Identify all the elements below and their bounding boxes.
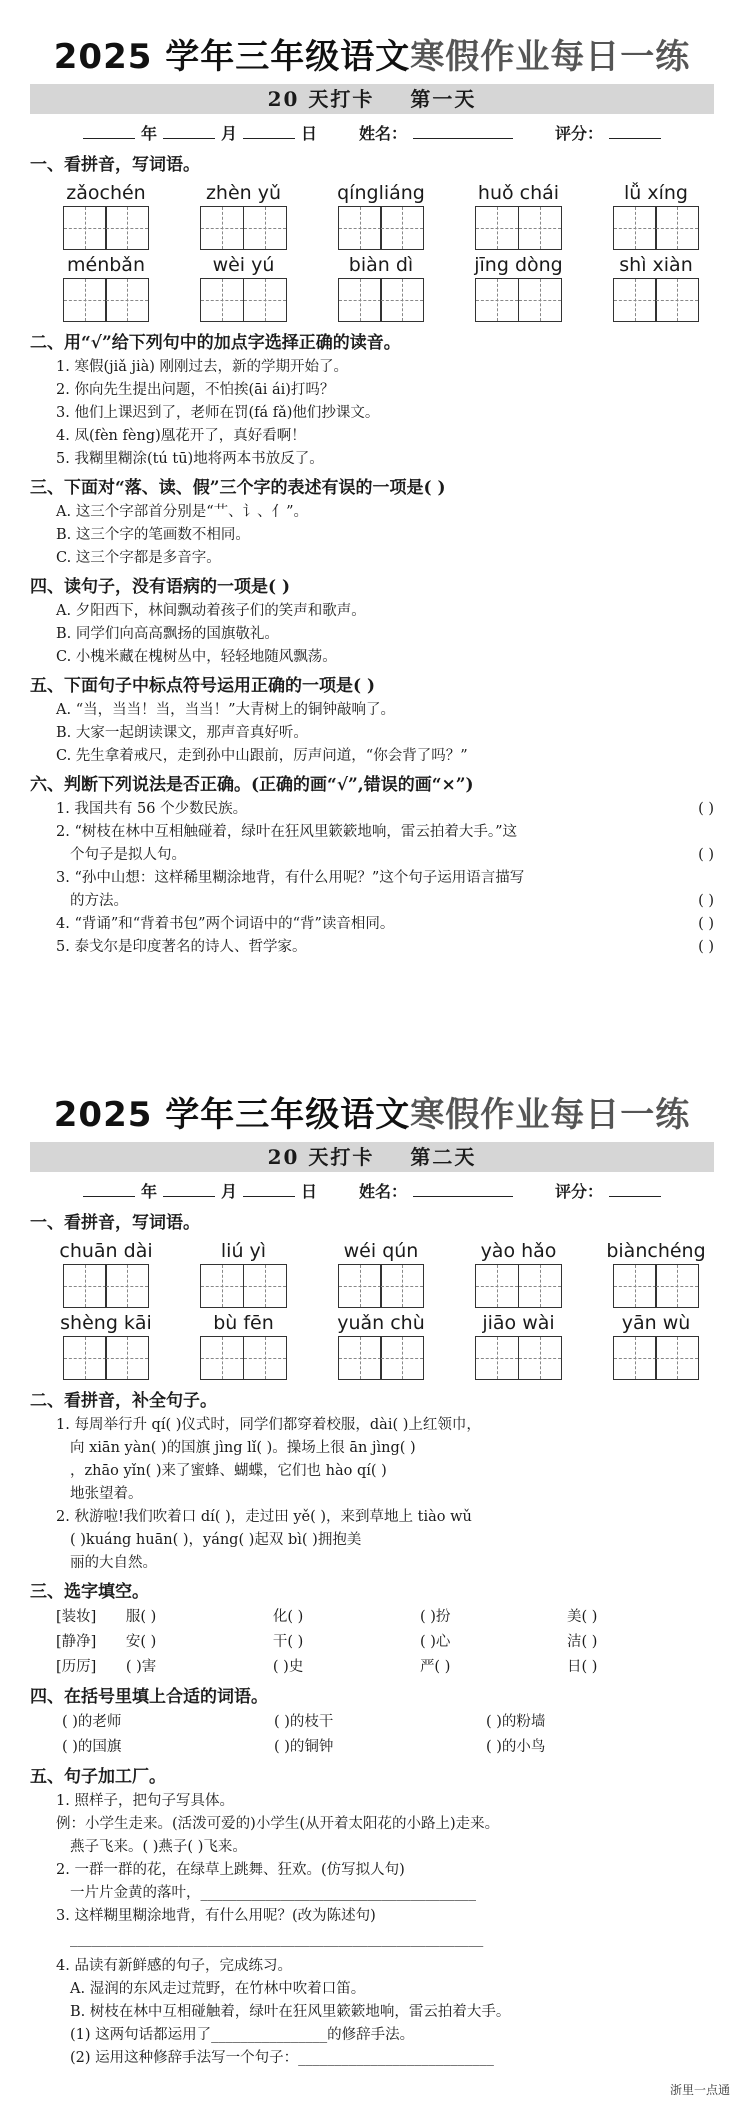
option-item: C. 这三个字都是多音字。 — [56, 550, 221, 566]
title-main: 2025 学年三年级语文 — [53, 37, 411, 77]
judge-item — [56, 867, 714, 890]
tianzi-box[interactable] — [475, 1264, 519, 1308]
tianzi-box[interactable] — [200, 1264, 244, 1308]
pinyin-item — [186, 1310, 302, 1380]
fill-line: 2. 秋游啦!我们吹着口 dí( )，走过田 yě( )，来到草地上 tiào wǔ — [56, 1509, 472, 1525]
option-item: A. “当，当当！当，当当！”大青树上的铜钟敲响了。 — [56, 702, 396, 718]
tianzi-box[interactable] — [655, 206, 699, 250]
pinyin-text: huǒ chái — [477, 182, 560, 204]
pinyin-item — [186, 252, 302, 322]
judge-item — [56, 936, 714, 959]
task-line: B. 树枝在林中互相碰触着，绿叶在狂风里簌簌地响，雷云拍着大手。 — [70, 2004, 511, 2020]
pinyin-item — [186, 1238, 302, 1308]
tianzi-box[interactable] — [105, 1264, 149, 1308]
pinyin-item — [323, 180, 439, 250]
judge-text: 个句子是拟人句。 — [70, 847, 186, 863]
pinyin-text: shèng kāi — [60, 1312, 152, 1334]
judge-text: 4. “背诵”和“背着书包”两个词语中的“背”读音相同。 — [56, 916, 395, 932]
day-label: 日 — [300, 124, 317, 143]
section-4-heading: 四、读句子，没有语病的一项是( ) — [30, 577, 291, 597]
pinyin-text: jiāo wài — [482, 1312, 555, 1334]
fill-cell: ( )心 — [419, 1634, 451, 1650]
task-line: 4. 品读有新鲜感的句子，完成练习。 — [56, 1958, 292, 1974]
char-pair-label: [历厉] — [56, 1659, 97, 1675]
pinyin-text: liú yì — [220, 1240, 267, 1262]
tianzi-box[interactable] — [613, 1264, 657, 1308]
tianzi-box[interactable] — [518, 1264, 562, 1308]
tianzi-box[interactable] — [243, 206, 287, 250]
worksheet-day-2 — [30, 1088, 714, 2070]
tianzi-boxes — [200, 1264, 287, 1308]
tianzi-box[interactable] — [518, 278, 562, 322]
pinyin-text: lǚ xíng — [624, 182, 688, 204]
tianzi-box[interactable] — [338, 1264, 382, 1308]
section-5-heading: 五、句子加工厂。 — [30, 1767, 166, 1787]
question-item: 2. 你向先生提出问题，不怕挨(āi ái)打吗？ — [56, 382, 335, 398]
pinyin-item — [461, 1238, 577, 1308]
tianzi-boxes — [613, 1264, 700, 1308]
tianzi-box[interactable] — [655, 278, 699, 322]
pinyin-row — [48, 1310, 714, 1380]
pinyin-text: bù fēn — [213, 1312, 274, 1334]
fill-cell: 干( ) — [272, 1634, 304, 1650]
fill-line: ，zhāo yǐn( )来了蜜蜂、蝴蝶，它们也 hào qí( ) — [70, 1463, 387, 1479]
judge-text: 5. 泰戈尔是印度著名的诗人、哲学家。 — [56, 939, 307, 955]
pinyin-text: yào hǎo — [480, 1240, 557, 1262]
option-item: A. 这三个字部首分别是“艹、讠、亻”。 — [56, 504, 309, 520]
question-item: 5. 我糊里糊涂(tú tū)地将两本书放反了。 — [56, 451, 324, 467]
tianzi-box[interactable] — [655, 1336, 699, 1380]
judge-item — [70, 890, 714, 913]
pinyin-text: ménbǎn — [67, 254, 145, 276]
banner-day: 第二天 — [410, 1145, 477, 1169]
tianzi-boxes — [475, 1336, 562, 1380]
word-blank: ( )的粉墙 — [486, 1714, 546, 1730]
answer-paren: ( ) — [698, 939, 714, 955]
fill-cell: 美( ) — [566, 1609, 598, 1625]
banner-day: 第一天 — [410, 87, 477, 111]
task-line: (2) 运用这种修辞手法写一个句子：___________________________ — [70, 2050, 494, 2066]
judge-text: 的方法。 — [70, 893, 128, 909]
option-item: C. 先生拿着戒尺，走到孙中山跟前，厉声问道，“你会背了吗？” — [56, 748, 468, 764]
option-item: B. 同学们向高高飘扬的国旗敬礼。 — [56, 626, 279, 642]
tianzi-box[interactable] — [475, 1336, 519, 1380]
tianzi-box[interactable] — [63, 1336, 107, 1380]
year-label: 年 — [140, 124, 157, 143]
section-1-heading: 一、看拼音，写词语。 — [30, 155, 200, 175]
tianzi-boxes — [200, 1336, 287, 1380]
tianzi-boxes — [613, 1336, 700, 1380]
tianzi-boxes — [200, 278, 287, 322]
pinyin-item — [323, 1310, 439, 1380]
fill-cell: 日( ) — [566, 1659, 598, 1675]
fill-cell: ( )害 — [125, 1659, 157, 1675]
pinyin-item — [48, 252, 164, 322]
fill-line: 丽的大自然。 — [70, 1555, 157, 1571]
judge-text: 3. “孙中山想：这样稀里糊涂地背，有什么用呢？”这个句子运用语言描写 — [56, 870, 525, 886]
day-label: 日 — [300, 1182, 317, 1201]
tianzi-box[interactable] — [63, 278, 107, 322]
pinyin-item — [48, 1310, 164, 1380]
tianzi-boxes — [200, 206, 287, 250]
worksheet-title — [30, 1088, 714, 1136]
tianzi-box[interactable] — [518, 1336, 562, 1380]
tianzi-box[interactable] — [243, 1264, 287, 1308]
pinyin-text: yān wù — [621, 1312, 691, 1334]
section-6-heading: 六、判断下列说法是否正确。(正确的画“√”,错误的画“×”) — [30, 775, 474, 795]
fill-line: 地张望着。 — [70, 1486, 143, 1502]
fill-line: 向 xiān yàn( )的国旗 jìng lǐ( )。操场上很 ān jìng( ) — [70, 1440, 416, 1456]
pinyin-text: biàn dì — [348, 254, 414, 276]
section-2-heading: 二、看拼音，补全句子。 — [30, 1391, 217, 1411]
pinyin-text: wèi yú — [212, 254, 275, 276]
pinyin-item — [48, 180, 164, 250]
tianzi-box[interactable] — [338, 1336, 382, 1380]
answer-paren: ( ) — [698, 916, 714, 932]
task-line: 例：小学生走来。(活泼可爱的)小学生(从开着太阳花的小路上)走来。 — [56, 1816, 500, 1832]
word-blank: ( )的枝干 — [274, 1714, 334, 1730]
fill-cell: 安( ) — [125, 1634, 157, 1650]
pinyin-item — [598, 1238, 714, 1308]
section-5-heading: 五、下面句子中标点符号运用正确的一项是( ) — [30, 676, 376, 696]
tianzi-box[interactable] — [380, 278, 424, 322]
pinyin-text: jīng dòng — [474, 254, 563, 276]
fill-cell: ( )扮 — [419, 1609, 451, 1625]
pinyin-item — [598, 180, 714, 250]
question-item: 3. 他们上课迟到了，老师在罚(fá fǎ)他们抄课文。 — [56, 405, 380, 421]
word-blank: ( )的铜钟 — [274, 1739, 334, 1755]
pinyin-text: zǎochén — [66, 182, 146, 204]
tianzi-box[interactable] — [475, 278, 519, 322]
word-blank: ( )的小鸟 — [486, 1739, 546, 1755]
pinyin-text: zhèn yǔ — [205, 182, 282, 204]
section-3-heading: 三、下面对“落、读、假”三个字的表述有误的一项是( ) — [30, 478, 446, 498]
answer-paren: ( ) — [698, 801, 714, 817]
judge-item — [56, 913, 714, 936]
word-fill-row — [62, 1735, 714, 1760]
question-item: 1. 寒假(jiǎ jià) 刚刚过去，新的学期开始了。 — [56, 359, 349, 375]
tianzi-box[interactable] — [613, 278, 657, 322]
pinyin-item — [461, 1310, 577, 1380]
option-item: B. 大家一起朗读课文，那声音真好听。 — [56, 725, 308, 741]
fill-cell: 严( ) — [419, 1659, 451, 1675]
tianzi-boxes — [338, 278, 425, 322]
tianzi-box[interactable] — [243, 1336, 287, 1380]
tianzi-boxes — [63, 1264, 150, 1308]
pinyin-item — [598, 252, 714, 322]
score-label: 评分： — [555, 124, 604, 143]
tianzi-box[interactable] — [105, 278, 149, 322]
tianzi-boxes — [63, 278, 150, 322]
tianzi-box[interactable] — [200, 1336, 244, 1380]
section-2-heading: 二、用“√”给下列句中的加点字选择正确的读音。 — [30, 333, 401, 353]
tianzi-box[interactable] — [200, 278, 244, 322]
judge-text: 2. “树枝在林中互相触碰着，绿叶在狂风里簌簌地响，雷云拍着大手。”这 — [56, 824, 518, 840]
tianzi-box[interactable] — [338, 206, 382, 250]
tianzi-boxes — [338, 1264, 425, 1308]
tianzi-box[interactable] — [200, 206, 244, 250]
char-choice-row — [56, 1630, 714, 1655]
pinyin-item — [598, 1310, 714, 1380]
tianzi-box[interactable] — [475, 206, 519, 250]
tianzi-box[interactable] — [380, 1336, 424, 1380]
task-line: 燕子飞来。( )燕子( )飞来。 — [70, 1839, 247, 1855]
tianzi-boxes — [475, 1264, 562, 1308]
word-fill-row — [62, 1710, 714, 1735]
banner-checkin: 20 天打卡 — [267, 87, 375, 111]
fill-cell: ( )史 — [272, 1659, 304, 1675]
char-choice-row — [56, 1605, 714, 1630]
task-line: 1. 照样子，把句子写具体。 — [56, 1793, 234, 1809]
fill-cell: 服( ) — [125, 1609, 157, 1625]
fill-line: ( )kuáng huān( )，yáng( )起双 bì( )拥抱美 — [70, 1532, 362, 1548]
judge-item — [56, 821, 714, 844]
judge-text: 1. 我国共有 56 个少数民族。 — [56, 801, 248, 817]
tianzi-box[interactable] — [338, 278, 382, 322]
name-label: 姓名： — [359, 124, 408, 143]
pinyin-row — [48, 180, 714, 250]
section-4-heading: 四、在括号里填上合适的词语。 — [30, 1687, 268, 1707]
question-item: 4. 凤(fèn fèng)凰花开了，真好看啊！ — [56, 428, 306, 444]
pinyin-text: yuǎn chù — [337, 1312, 425, 1334]
task-line: 一片片金黄的落叶，______________________________________ — [70, 1885, 476, 1901]
month-label: 月 — [220, 124, 237, 143]
tianzi-box[interactable] — [380, 1264, 424, 1308]
tianzi-box[interactable] — [655, 1264, 699, 1308]
task-line: 3. 这样糊里糊涂地背，有什么用呢？(改为陈述句) — [56, 1908, 376, 1924]
tianzi-boxes — [475, 206, 562, 250]
tianzi-box[interactable] — [380, 206, 424, 250]
pinyin-item — [48, 1238, 164, 1308]
task-line: 2. 一群一群的花，在绿草上跳舞、狂欢。(仿写拟人句) — [56, 1862, 405, 1878]
tianzi-box[interactable] — [518, 206, 562, 250]
tianzi-boxes — [613, 278, 700, 322]
pinyin-row — [48, 252, 714, 322]
tianzi-box[interactable] — [613, 1336, 657, 1380]
option-item: C. 小槐米藏在槐树丛中，轻轻地随风飘荡。 — [56, 649, 337, 665]
tianzi-boxes — [63, 206, 150, 250]
tianzi-box[interactable] — [105, 1336, 149, 1380]
section-1-heading: 一、看拼音，写词语。 — [30, 1213, 200, 1233]
task-line: A. 湿润的东风走过荒野，在竹林中吹着口笛。 — [70, 1981, 366, 1997]
fill-line: 1. 每周举行升 qí( )仪式时，同学们都穿着校服，dài( )上红领巾， — [56, 1417, 481, 1433]
char-pair-label: [静净] — [56, 1634, 97, 1650]
judge-item — [56, 798, 714, 821]
title-main: 2025 学年三年级语文 — [53, 1095, 411, 1135]
tianzi-box[interactable] — [63, 1264, 107, 1308]
worksheet-day-1 — [30, 30, 714, 959]
banner-checkin: 20 天打卡 — [267, 1145, 375, 1169]
option-item: B. 这三个字的笔画数不相同。 — [56, 527, 250, 543]
task-line: _________________________________________________________ — [70, 1931, 484, 1947]
watermark: 浙里一点通 — [669, 2083, 730, 2097]
name-label: 姓名： — [359, 1182, 408, 1201]
day-banner — [30, 1142, 714, 1172]
char-pair-label: [装妆] — [56, 1609, 97, 1625]
year-label: 年 — [140, 1182, 157, 1201]
pinyin-item — [323, 252, 439, 322]
answer-paren: ( ) — [698, 847, 714, 863]
pinyin-text: chuān dài — [59, 1240, 153, 1262]
date-name-line — [30, 120, 714, 148]
title-sub: 寒假作业每日一练 — [410, 37, 691, 77]
title-sub: 寒假作业每日一练 — [410, 1095, 691, 1135]
tianzi-box[interactable] — [63, 206, 107, 250]
month-label: 月 — [220, 1182, 237, 1201]
tianzi-box[interactable] — [613, 206, 657, 250]
word-blank: ( )的国旗 — [62, 1739, 122, 1755]
tianzi-boxes — [338, 1336, 425, 1380]
tianzi-box[interactable] — [243, 278, 287, 322]
section-3-heading: 三、选字填空。 — [30, 1582, 149, 1602]
tianzi-boxes — [475, 278, 562, 322]
char-choice-row — [56, 1655, 714, 1680]
tianzi-box[interactable] — [105, 206, 149, 250]
pinyin-row — [48, 1238, 714, 1308]
answer-paren: ( ) — [698, 893, 714, 909]
option-item: A. 夕阳西下，林间飘动着孩子们的笑声和歌声。 — [56, 603, 366, 619]
day-banner — [30, 84, 714, 114]
word-blank: ( )的老师 — [62, 1714, 122, 1730]
fill-cell: 洁( ) — [566, 1634, 598, 1650]
date-name-line — [30, 1178, 714, 1206]
pinyin-item — [323, 1238, 439, 1308]
pinyin-text: wéi qún — [343, 1240, 419, 1262]
score-label: 评分： — [555, 1182, 604, 1201]
tianzi-boxes — [613, 206, 700, 250]
pinyin-item — [461, 252, 577, 322]
worksheet-title — [30, 30, 714, 78]
pinyin-text: biànchéng — [606, 1240, 706, 1262]
pinyin-text: shì xiàn — [619, 254, 693, 276]
fill-cell: 化( ) — [272, 1609, 304, 1625]
judge-item — [70, 844, 714, 867]
pinyin-text: qíngliáng — [337, 182, 425, 204]
pinyin-item — [461, 180, 577, 250]
tianzi-boxes — [338, 206, 425, 250]
task-line: (1) 这两句话都运用了________________的修辞手法。 — [70, 2027, 415, 2043]
tianzi-boxes — [63, 1336, 150, 1380]
pinyin-item — [186, 180, 302, 250]
